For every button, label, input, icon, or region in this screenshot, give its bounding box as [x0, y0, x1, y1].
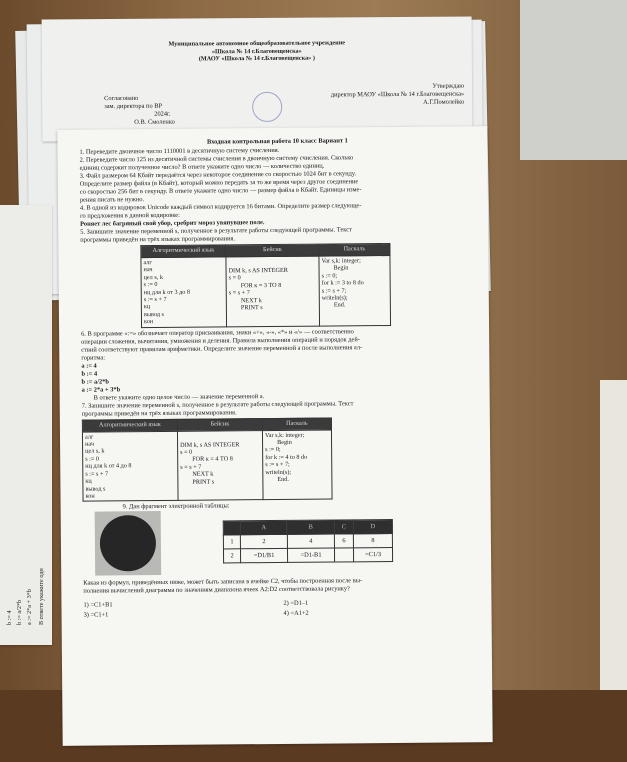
answer-options: [83, 599, 479, 626]
code-line: нач: [85, 440, 95, 448]
code-line: s = 0: [228, 274, 241, 282]
table-header: Бейсик: [177, 418, 262, 431]
question-1: 1. Переведите двоичное число 1110001 в десятичную систему счисления.: [79, 146, 280, 156]
sheet-header-cell: B: [287, 520, 334, 534]
question-6-code: b := a/2*b: [81, 378, 109, 386]
code-line: алг: [84, 433, 94, 441]
left-sheet-line: b := a/2*b: [16, 599, 23, 625]
code-line: нц для k от 4 до 8: [85, 462, 132, 470]
code-line: s = s + 7: [180, 463, 202, 471]
spreadsheet-table: [223, 519, 393, 563]
agreed-block: [104, 94, 224, 127]
answer-option: 4) =A1+2: [283, 610, 309, 618]
sheet-cell: =D1/B1: [241, 549, 288, 563]
agreed-line: 2024г.: [154, 110, 171, 118]
question-4-line: го предложения в данной кодировке:: [80, 211, 180, 220]
code-line: writeln(s);: [321, 294, 348, 302]
question-9-text: полнения вычислений диаграмма по значениям диапазона ячеек A2:D2 соответствовала рисунку?: [83, 585, 350, 595]
code-line: NEXT k: [240, 296, 262, 304]
agreed-line: Согласовано: [104, 94, 139, 103]
question-3-line: рения писать не нужно.: [79, 196, 145, 204]
sheet-cell: 2: [241, 535, 288, 549]
code-line: кц: [143, 303, 151, 311]
code-line: кц: [85, 477, 92, 485]
answer-option: 1) =C1+B1: [83, 601, 113, 609]
question-6-code: a := 4: [81, 362, 97, 370]
table-header: Алгоритмический язык: [82, 419, 177, 432]
basic-code-cell: [226, 256, 320, 326]
left-sheet: [0, 205, 52, 645]
table-header: Паскаль: [319, 243, 390, 256]
code-line: s = 0: [180, 448, 193, 456]
question-6-line: 6. В программе «:=» обозначает оператор присваивания, знаки «+», «-», «*» и «/» — соответственно: [81, 327, 354, 338]
code-line: s := 0;: [265, 446, 281, 454]
code-line: s := s + 7;: [265, 461, 290, 469]
program-table-1: [140, 243, 391, 328]
code-line: нач: [143, 266, 153, 274]
code-line: цел s, k: [85, 447, 105, 456]
answer-option: 2) =D1–1: [283, 600, 309, 608]
table-header: Алгоритмический язык: [141, 245, 226, 258]
code-line: for k := 4 to 8 do: [265, 453, 308, 461]
code-line: Var s,k: integer;: [264, 431, 305, 439]
code-line: кон: [85, 492, 95, 500]
sheet-cell: 4: [287, 534, 334, 548]
question-6-line: ствий соответствуют правилам арифметики. Определите значение переменной a после выполнения ал-: [81, 343, 363, 354]
left-sheet-line: b := 4: [6, 610, 13, 625]
question-5-line: 5. Запишите значение переменной s, полученное в результате работы следующей программы. Текст: [80, 226, 352, 236]
code-line: for k := 3 to 8 do: [321, 279, 364, 287]
approved-line: А.Г.Помолейко: [423, 98, 465, 106]
code-line: s := 0: [85, 455, 100, 463]
code-line: PRINT s: [240, 304, 263, 312]
left-sheet-line: a := 2*a + 3*b: [26, 589, 33, 625]
code-line: End.: [277, 475, 289, 484]
question-3-line: Определите размер файла (в Кбайт), который можно передать за то же время через другое соединение: [79, 178, 359, 188]
code-line: s = s + 7: [228, 289, 250, 297]
institution-line: (МАОУ «Школа № 14 г.Благовещенска» ): [198, 54, 315, 63]
code-line: Var s,k: integer;: [321, 257, 361, 265]
table-header: Паскаль: [262, 418, 331, 431]
question-2-line: 2. Переведите число 125 из десятичной системы счисления в двоичную систему счисления. Сколько: [79, 154, 354, 164]
alg-code-cell: [141, 257, 227, 327]
sheet-header-cell: A: [240, 521, 287, 535]
question-4-line: 4. В одной из кодировок Unicode каждый символ кодируется 16 битами. Определите размер следующе-: [79, 202, 362, 212]
question-3-line: со скоростью 256 бит в секунду. В ответе укажите одно число — размер файла в Кбайт. Единицы изме-: [79, 186, 362, 196]
question-6-tail: В ответе укажите одно целое число — значение переменной a.: [93, 392, 265, 402]
sheet-header-cell: [223, 521, 240, 535]
question-2-line: единиц содержит полученное число? В ответе укажите одно число — количество единиц.: [79, 162, 325, 172]
basic-code-cell: [177, 430, 263, 500]
code-line: вывод s: [85, 484, 106, 493]
table-header: Бейсик: [226, 244, 319, 257]
window-background: [520, 0, 627, 160]
agreed-line: зам. директора по ВР: [104, 102, 163, 111]
institution-block: [102, 39, 412, 64]
code-line: s := s + 7;: [321, 286, 347, 295]
question-9-text: Какая из формул, приведённых ниже, может быть записана в ячейке C2, чтобы построенная после вы-: [83, 577, 363, 587]
question-9: 9. Дан фрагмент электронной таблицы:: [122, 502, 230, 511]
pascal-code-cell: [319, 255, 391, 325]
code-line: NEXT k: [192, 470, 214, 479]
code-line: DIM k, s AS INTEGER: [180, 440, 240, 449]
question-6-line: горитма:: [81, 354, 106, 362]
code-line: кон: [143, 318, 154, 326]
code-line: s := s + 7: [85, 470, 109, 478]
question-6-code: a := 2*a + 3*b: [81, 386, 121, 394]
alg-code-cell: [82, 431, 178, 501]
question-4-sentence: Роняет лес багряный свой убор, сребрит мороз увянувшее поле.: [80, 219, 265, 228]
left-sheet-line: В ответе укажите одн: [38, 568, 45, 625]
cover-sheet: [42, 17, 473, 142]
question-5-line: программы приведён на трёх языках программирования.: [80, 235, 236, 244]
code-line: s := s + 7: [143, 295, 167, 304]
approved-block: [274, 83, 464, 108]
code-line: Begin: [333, 264, 349, 272]
question-9-figure: [83, 509, 480, 576]
sheet-cell: =D1-B1: [287, 548, 334, 562]
question-6-line: операции сложения, вычитания, умножения и деления. Правила выполнения операций и порядок дей-: [81, 335, 360, 346]
question-6-code: b := 4: [81, 370, 98, 378]
answer-option: 3) =C1+1: [83, 611, 109, 619]
code-line: DIM k, s AS INTEGER: [228, 266, 288, 275]
seal-stamp: [252, 92, 282, 122]
code-line: нц для k от 3 до 8: [143, 288, 191, 296]
sheet-cell: [335, 548, 354, 562]
exam-title: Входная контрольная работа 10 класс Вариант 1: [207, 137, 348, 146]
chart-image: [95, 511, 162, 576]
code-line: writeln(s);: [265, 468, 292, 476]
code-line: s := 0: [143, 281, 158, 289]
sheet-header-cell: C: [334, 520, 353, 534]
agreed-line: О.В. Смоленко: [134, 118, 175, 126]
code-line: End.: [333, 301, 346, 309]
code-line: алг: [143, 259, 152, 267]
question-7-line: 7. Запишите значение переменной s, полученное в результате работы следующей программы. Текст: [81, 399, 354, 410]
institution-line: «Школа № 14 г.Благовещенска»: [211, 47, 302, 55]
code-line: s := 0;: [321, 272, 338, 280]
code-line: цел s, k: [143, 273, 163, 281]
exam-sheet: [57, 126, 492, 746]
sheet-cell: 8: [353, 534, 392, 548]
approved-line: директор МАОУ «Школа № 14 г.Благовещенска»: [330, 90, 465, 99]
question-7-line: программы приведён на трёх языках программирования.: [81, 408, 237, 418]
code-line: FOR к = 4 TO 8: [192, 455, 233, 464]
sheet-cell: 6: [334, 534, 353, 548]
sheet-header-cell: D: [353, 520, 392, 534]
code-line: PRINT s: [192, 478, 215, 486]
pie-chart-icon: [100, 515, 156, 571]
program-table-2: [82, 417, 333, 502]
code-line: Begin: [277, 438, 292, 447]
sheet-cell: =C1/3: [354, 548, 393, 562]
sheet-cell: 2: [223, 549, 240, 563]
sheet-cell: 1: [223, 535, 240, 549]
code-line: FOR к = 3 TO 8: [240, 281, 282, 290]
code-line: вывод s: [143, 310, 164, 318]
institution-line: Муниципальное автономное общеобразовательное учреждение: [168, 39, 346, 48]
question-3-line: 3. Файл размером 64 Кбайт передаётся через некоторое соединение со скоростью 1024 бит в секунду.: [79, 170, 357, 180]
approved-line: Утверждаю: [432, 82, 465, 90]
pascal-code-cell: [262, 430, 332, 500]
